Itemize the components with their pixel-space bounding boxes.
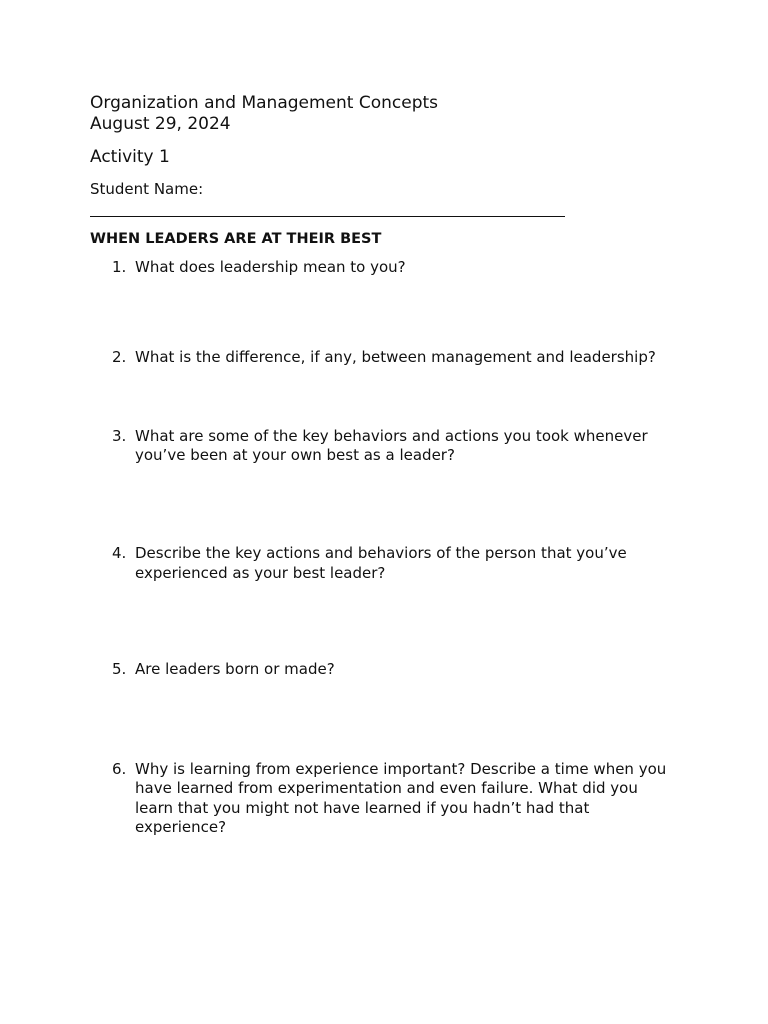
question-text-line: have learned from experimentation and even failure. What did you (135, 779, 638, 797)
question-number: 3. (112, 427, 127, 445)
question-text-line: What does leadership mean to you? (135, 258, 406, 276)
course-title: Organization and Management Concepts (90, 93, 439, 113)
activity-title: Activity 1 (90, 147, 170, 167)
document-date: August 29, 2024 (90, 114, 231, 134)
question-number: 4. (112, 544, 127, 562)
question-text-line: you’ve been at your own best as a leader? (135, 446, 455, 464)
question-text-line: What is the difference, if any, between management and leadership? (135, 348, 656, 366)
question-number: 6. (112, 760, 127, 778)
question-text-line: Describe the key actions and behaviors of the person that you’ve (135, 544, 627, 562)
question-number: 2. (112, 348, 127, 366)
question-number: 1. (112, 258, 127, 276)
question-text-line: Why is learning from experience important? Describe a time when you (135, 760, 667, 778)
question-text-line: experienced as your best leader? (135, 564, 386, 582)
question-text-line: experience? (135, 818, 227, 836)
question-text-line: What are some of the key behaviors and actions you took whenever (135, 427, 648, 445)
student-name-blank-line[interactable] (90, 216, 565, 217)
question-text-line: Are leaders born or made? (135, 660, 335, 678)
question-text-line: learn that you might not have learned if you hadn’t had that (135, 799, 590, 817)
student-name-label: Student Name: (90, 180, 204, 198)
question-number: 5. (112, 660, 127, 678)
section-heading: WHEN LEADERS ARE AT THEIR BEST (90, 231, 382, 247)
